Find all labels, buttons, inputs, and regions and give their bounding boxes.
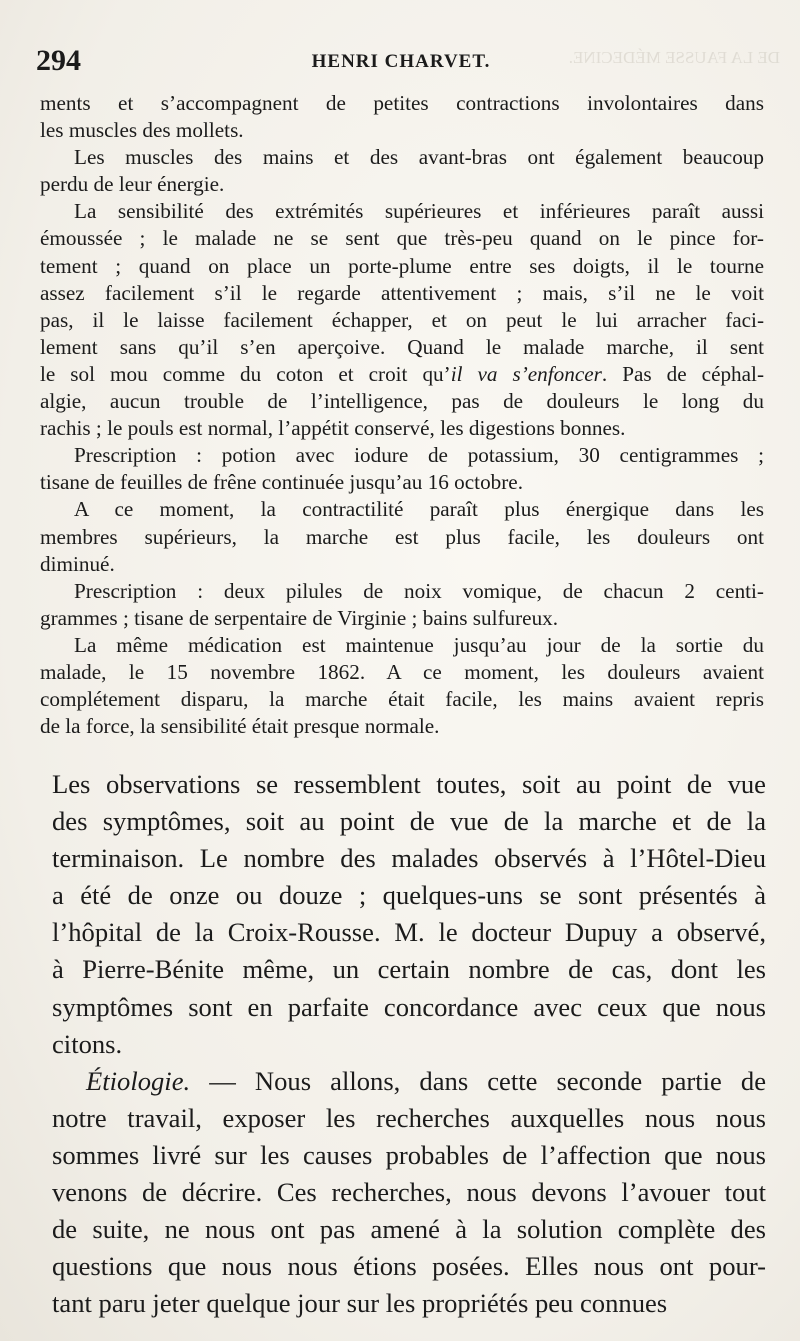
text-line: A ce moment, la contractilité paraît plus énergique dans les — [74, 497, 764, 522]
text-line: tant paru jeter quelque jour sur les propriétés peu connues — [52, 1288, 668, 1319]
text-line: Les observations se ressemblent toutes, soit au point de vue — [52, 769, 766, 799]
text-line: à Pierre-Bénite même, un certain nombre de cas, dont les — [52, 954, 766, 985]
paragraph — [40, 198, 764, 442]
text-line: le sol mou comme du coton et croit qu’il va s’enfoncer. Pas de céphal- — [40, 361, 765, 386]
text-line: de la force, la sensibilité était presque normale. — [40, 714, 440, 739]
text-line: assez facilement s’il le regarde attentivement ; mais, s’il ne le voit — [40, 280, 764, 305]
text-line: malade, le 15 novembre 1862. A ce moment, les douleurs avaient — [40, 659, 764, 684]
text-line: terminaison. Le nombre des malades observés à l’Hôtel-Dieu — [52, 843, 766, 874]
text-line: complétement disparu, la marche était facile, les mains avaient repris — [40, 687, 764, 712]
text-line: citons. — [52, 1028, 123, 1059]
text-line: rachis ; le pouls est normal, l’appétit conservé, les digestions bonnes. — [40, 416, 626, 441]
text-line: ments et s’accompagnent de petites contractions involontaires dans — [40, 91, 764, 115]
text-line: lement sans qu’il s’en aperçoive. Quand le malade marche, il sent — [40, 334, 764, 359]
text-line: perdu de leur énergie. — [40, 172, 225, 197]
text-line: sommes livré sur les causes probables de l’affection que nous — [52, 1139, 766, 1170]
text-line: de suite, ne nous ont pas amené à la solution complète des — [52, 1214, 766, 1245]
text-line: pas, il le laisse facilement échapper, et on peut le lui arracher faci- — [40, 307, 764, 332]
text-line: des symptômes, soit au point de vue de la marche et de la — [52, 806, 766, 837]
text-line: diminué. — [40, 551, 115, 576]
page-number: 294 — [36, 44, 81, 77]
text-line: symptômes sont en parfaite concordance avec ceux que nous — [52, 991, 766, 1022]
paragraph — [40, 578, 764, 632]
text-line: questions que nous nous étions posées. Elles nous ont pour- — [52, 1251, 766, 1282]
case-notes-block — [40, 90, 764, 740]
text-line: Prescription : deux pilules de noix vomique, de chacun 2 centi- — [74, 578, 764, 603]
text-line: algie, aucun trouble de l’intelligence, pas de douleurs le long du — [40, 389, 764, 414]
text-line: venons de décrire. Ces recherches, nous devons l’avouer tout — [52, 1177, 766, 1208]
show-through-text: DE LA FAUSSE MÉDECINE. — [568, 48, 780, 67]
text-line: Prescription : potion avec iodure de potassium, 30 centigrammes ; — [74, 443, 764, 468]
text-line: Les muscles des mains et des avant-bras ont également beaucoup — [74, 145, 764, 170]
main-text-block — [52, 766, 766, 1322]
text-line: notre travail, exposer les recherches auxquelles nous nous — [52, 1102, 766, 1133]
paragraph — [40, 632, 764, 740]
page-header — [36, 44, 766, 84]
text-line: tement ; quand on place un porte-plume entre ses doigts, il le tourne — [40, 253, 764, 278]
paragraph — [40, 496, 764, 577]
running-head: HENRI CHARVET. — [311, 51, 491, 72]
text-line: membres supérieurs, la marche est plus facile, les douleurs ont — [40, 524, 764, 549]
paragraph — [52, 766, 766, 1063]
text-line: l’hôpital de la Croix-Rousse. M. le docteur Dupuy a observé, — [52, 917, 766, 948]
text-line: a été de onze ou douze ; quelques-uns se sont présentés à — [52, 880, 766, 911]
text-line: les muscles des mollets. — [40, 118, 244, 143]
paragraph — [40, 442, 764, 496]
text-line: émoussée ; le malade ne se sent que très-peu quand on le pince for- — [40, 226, 764, 251]
paragraph — [40, 144, 764, 198]
text-line: La sensibilité des extrémités supérieures et inférieures paraît aussi — [74, 199, 764, 224]
text-line: tisane de feuilles de frêne continuée jusqu’au 16 octobre. — [40, 470, 524, 495]
text-line: Étiologie. — Nous allons, dans cette seconde partie de — [86, 1065, 766, 1096]
paragraph — [52, 1063, 766, 1323]
text-line: La même médication est maintenue jusqu’au jour de la sortie du — [74, 632, 764, 657]
paragraph — [40, 90, 764, 144]
text-line: grammes ; tisane de serpentaire de Virginie ; bains sulfureux. — [40, 605, 559, 630]
